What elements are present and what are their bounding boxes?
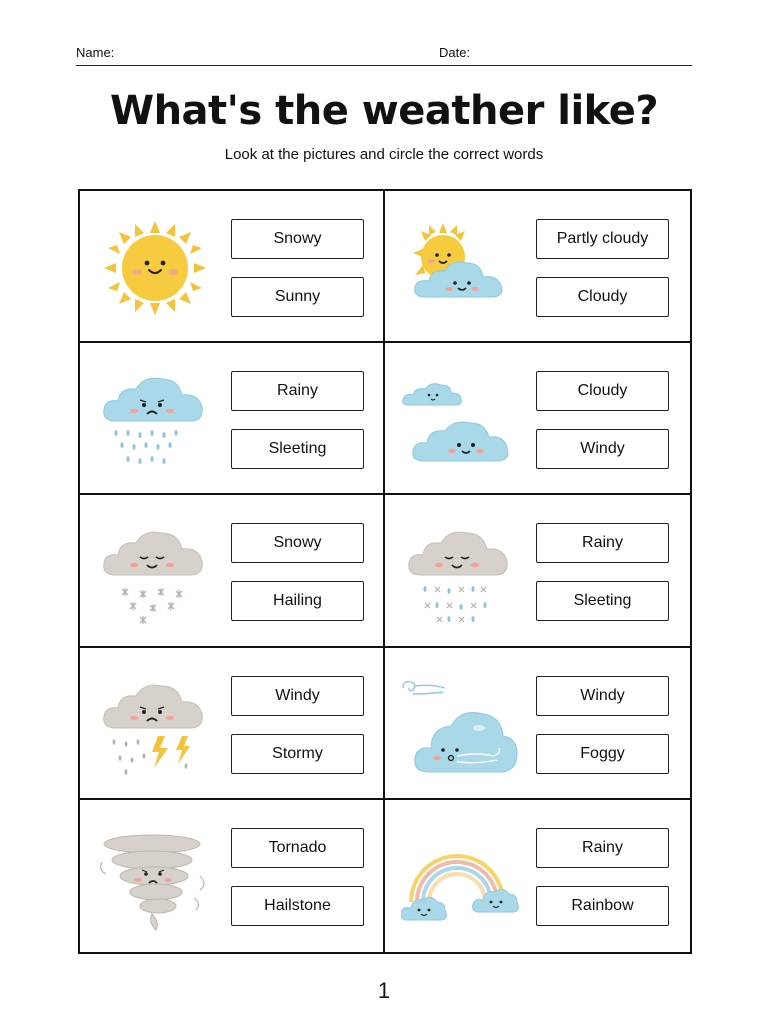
sun-icon [96, 213, 214, 323]
answer-option-2[interactable]: Hailing [231, 581, 364, 621]
answer-option-1[interactable]: Cloudy [536, 371, 669, 411]
answer-option-2[interactable]: Cloudy [536, 277, 669, 317]
answer-option-2[interactable]: Hailstone [231, 886, 364, 926]
clouds-icon [401, 365, 519, 475]
weather-cell [385, 648, 690, 800]
tornado-icon [96, 822, 214, 932]
rainbow-icon [401, 822, 519, 932]
page-title: What's the weather like? [109, 88, 659, 134]
answer-option-1[interactable]: Rainy [536, 828, 669, 868]
answer-option-1[interactable]: Rainy [231, 371, 364, 411]
answer-option-1[interactable]: Snowy [231, 219, 364, 259]
name-date-line [76, 44, 692, 66]
weather-cell [80, 648, 385, 800]
page-number: 1 [377, 978, 391, 1003]
weather-cell [80, 343, 385, 495]
sleet-cloud-icon [401, 517, 519, 627]
answer-option-1[interactable]: Windy [231, 676, 364, 716]
weather-grid [78, 189, 692, 954]
weather-cell [385, 800, 690, 952]
weather-cell [385, 191, 690, 343]
storm-cloud-icon [96, 670, 214, 780]
name-label: Name: [76, 45, 115, 60]
partly-cloudy-icon [401, 213, 519, 323]
wind-cloud-icon [401, 670, 519, 780]
answer-option-2[interactable]: Sleeting [536, 581, 669, 621]
weather-cell [80, 800, 385, 952]
instructions: Look at the pictures and circle the correct words [224, 146, 544, 163]
answer-option-1[interactable]: Rainy [536, 523, 669, 563]
answer-option-1[interactable]: Partly cloudy [536, 219, 669, 259]
date-label: Date: [439, 45, 471, 60]
weather-cell [80, 191, 385, 343]
weather-cell [385, 495, 690, 647]
answer-option-1[interactable]: Tornado [231, 828, 364, 868]
answer-option-2[interactable]: Sunny [231, 277, 364, 317]
weather-cell [385, 343, 690, 495]
answer-option-2[interactable]: Foggy [536, 734, 669, 774]
answer-option-2[interactable]: Sleeting [231, 429, 364, 469]
answer-option-2[interactable]: Rainbow [536, 886, 669, 926]
answer-option-2[interactable]: Windy [536, 429, 669, 469]
snow-cloud-icon [96, 517, 214, 627]
answer-option-1[interactable]: Windy [536, 676, 669, 716]
answer-option-1[interactable]: Snowy [231, 523, 364, 563]
answer-option-2[interactable]: Stormy [231, 734, 364, 774]
rain-cloud-icon [96, 365, 214, 475]
weather-cell [80, 495, 385, 647]
